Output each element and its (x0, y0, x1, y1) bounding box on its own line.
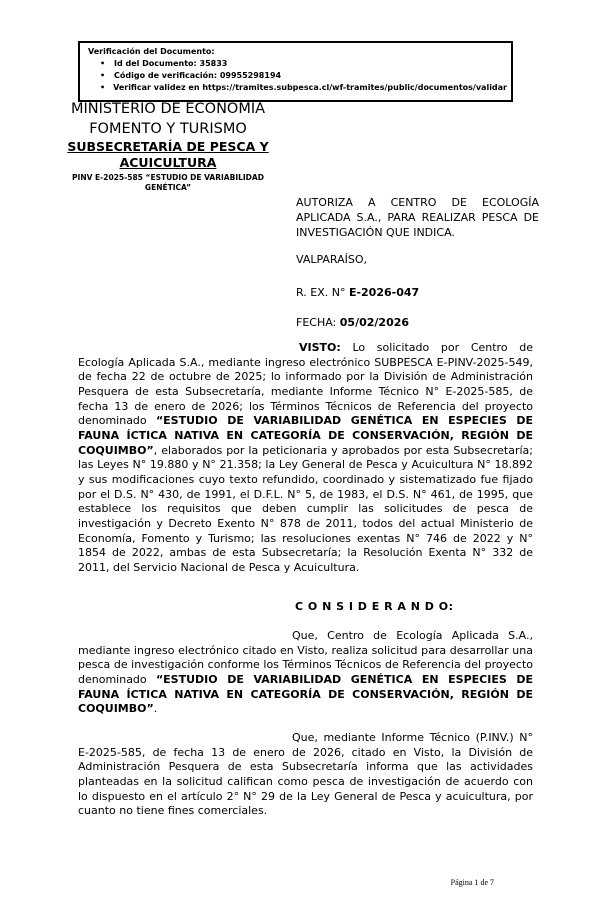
date-value: 05/02/2026 (339, 316, 410, 329)
page-indicator: Página 1 de 7 (450, 878, 494, 887)
subsecretaria-header: SUBSECRETARÍA DE PESCA Y ACUICULTURA (67, 139, 269, 170)
visto-project-title: “ESTUDIO DE VARIABILIDAD GENÉTICA EN ESPECIES DE FAUNA ÍCTICA NATIVA EN CATEGORÍA DE CONSERVACIÓN, REGIÓN DE COQUIMBO” (78, 414, 534, 457)
considerando1-text-before: Que, Centro de Ecología Aplicada S.A., mediante ingreso electrónico citado en Visto, realiza solicitud para desarrollar una pesca de investigación conforme los Términos Técnicos de Referencia del proyecto denominado (78, 629, 533, 687)
bullet-icon: • (100, 83, 106, 92)
verification-item-id (88, 58, 507, 70)
visto-paragraph (78, 341, 533, 576)
verification-box (78, 41, 513, 102)
considerando1-text-after: . (153, 702, 158, 716)
resolution-number: E-2026-047 (348, 286, 420, 299)
city-line: VALPARAÍSO, (296, 253, 368, 266)
date-label: FECHA: (296, 316, 340, 329)
bullet-icon: • (100, 71, 106, 80)
date-line (296, 316, 409, 329)
considerando1-project-title: “ESTUDIO DE VARIABILIDAD GENÉTICA EN ESPECIES DE FAUNA ÍCTICA NATIVA EN CATEGORÍA DE CONSERVACIÓN, REGIÓN DE COQUIMBO” (78, 673, 534, 716)
visto-text-after: , elaborados por la peticionaria y aprobados por esta Subsecretaría; las Leyes N° 19.880 y N° 21.358; la Ley General de Pesca y Acuicultura N° 18.892 y sus modificaciones cuyo texto refundido, coordinado y sistematizado fue fijado por el D.S. N° 430, de 1991, el D.F.L. N° 5, de 1983, el D.S. N° 461, de 1995, que establece los requisitos que deben cumplir las solicitudes de pesca de investigación y Decreto Exento N° 878 de 2011, todos del actual Ministerio de Economía, Fomento y Turismo; las resoluciones exentas N° 746 de 2022 y N° 1854 de 2022, ambas de esta Subsecretaría; la Resolución Exenta N° 332 de 2011, del Servicio Nacional de Pesca y Acuicultura. (78, 443, 533, 574)
considerando-paragraph-1 (78, 629, 533, 717)
verification-item-text: Id del Documento: 35833 (114, 59, 228, 68)
resolution-number-line (296, 286, 419, 299)
document-body (78, 341, 533, 819)
ministry-header (48, 99, 288, 139)
ministry-line1: MINISTERIO DE ECONOMÍA (70, 101, 266, 117)
verification-url-text: Verificar validez en https://tramites.subpesca.cl/wf-tramites/public/documentos/validar (113, 83, 507, 92)
considerando-paragraph-2: Que, mediante Informe Técnico (P.INV.) N° E-2025-585, de fecha 13 de enero de 2026, citado en Visto, la División de Administración Pesquera de esta Subsecretaría informa que las actividades planteadas en la solicitud califican como pesca de investigación de acuerdo con lo dispuesto en el artículo 2° N° 29 de la Ley General de Pesca y acuicultura, por cuanto no tiene fines comerciales. (78, 731, 533, 818)
verification-item-url (88, 82, 507, 94)
visto-text-before: Lo solicitado por Centro de Ecología Aplicada S.A., mediante ingreso electrónico SUBPESCA E-PINV-2025-549, de fecha 22 de octubre de 2025; lo informado por la División de Administración Pesquera de esta Subsecretaría, mediante Informe Técnico N° E-2025-585, de fecha 13 de enero de 2026; los Términos Técnicos de Referencia del proyecto denominado (78, 341, 533, 428)
ministry-line2: FOMENTO Y TURISMO (89, 121, 247, 137)
verification-title: Verificación del Documento: (88, 47, 215, 56)
verification-item-code (88, 70, 507, 82)
project-reference: PINV E-2025-585 “ESTUDIO DE VARIABILIDAD GENÉTICA” (72, 173, 264, 192)
resolution-subject: AUTORIZA A CENTRO DE ECOLOGÍA APLICADA S.A., PARA REALIZAR PESCA DE INVESTIGACIÓN QUE INDICA. (296, 196, 539, 239)
bullet-icon: • (100, 59, 106, 68)
verification-item-text: Código de verificación: 09955298194 (114, 71, 282, 80)
resolution-label: R. EX. N° (296, 286, 349, 299)
considerando-heading: C O N S I D E R A N D O: (295, 599, 454, 613)
visto-label: VISTO: (299, 341, 341, 354)
